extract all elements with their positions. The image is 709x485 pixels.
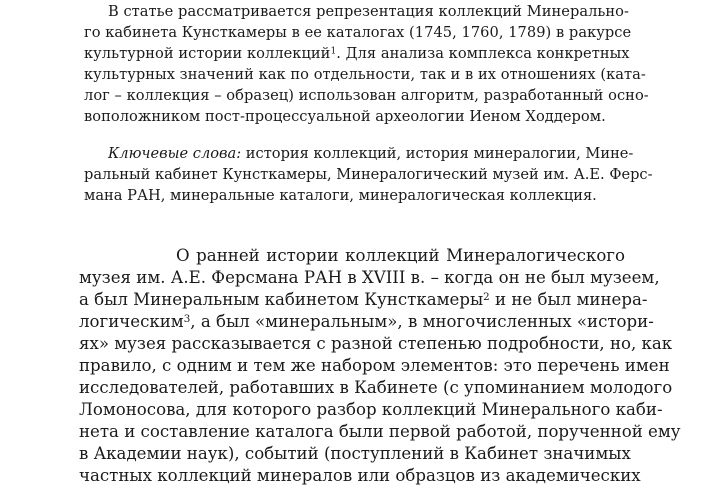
abstract-line: культурных значений как по отдельности, так и в их отношениях (ката- [84,66,646,83]
footnote-ref: 3 [183,312,191,325]
body-line: нета и составление каталога были первой работой, порученной ему [79,422,681,441]
abstract-line: го кабинета Кунсткамеры в ее каталогах (1745, 1760, 1789) в ракурсе [84,24,632,41]
keywords-line: ральный кабинет Кунсткамеры, Минералогический музей им. А.Е. Ферс- [84,166,653,183]
footnote-ref: 1 [330,46,337,57]
body-line: музея им. А.Е. Ферсмана РАН в XVIII в. – когда он не был музеем, [79,268,660,287]
abstract-line: лог – коллекция – образец) использован алгоритм, разработанный осно- [84,87,649,104]
body-line: ях» музея рассказывается с разной степенью подробности, но, как [79,334,673,353]
body-line: логическим$^3$, а был «минеральным», в многочисленных «истори- [79,312,654,331]
body-line: частных коллекций минералов или образцов из академических [79,466,641,485]
body-line: О ранней истории коллекций Минералогического [176,246,625,265]
body-line: правило, с одним и тем же набором элементов: это перечень имен [79,356,670,375]
keywords-line: Ключевые слова: история коллекций, история минералогии, Мине- [108,145,634,162]
keywords-line: мана РАН, минеральные каталоги, минералогическая коллекция. [84,187,597,204]
body-line: Ломоносова, для которого разбор коллекций Минерального каби- [79,400,663,419]
abstract-line: культурной истории коллекций$^1$. Для анализа комплекса конкретных [84,45,630,62]
body-line: в Академии наук), событий (поступлений в Кабинет значимых [79,444,631,463]
body-line: а был Минеральным кабинетом Кунсткамеры$^2$ и не был минера- [79,290,648,309]
keywords-label: Ключевые слова: [108,145,242,162]
abstract-line: В статье рассматривается репрезентация коллекций Минерально- [108,3,629,20]
footnote-ref: 2 [483,290,490,303]
body-line: исследователей, работавших в Кабинете (с упоминанием молодого [79,378,673,397]
abstract-line: воположником пост-процессуальной археологии Иеном Ходдером. [84,108,606,125]
